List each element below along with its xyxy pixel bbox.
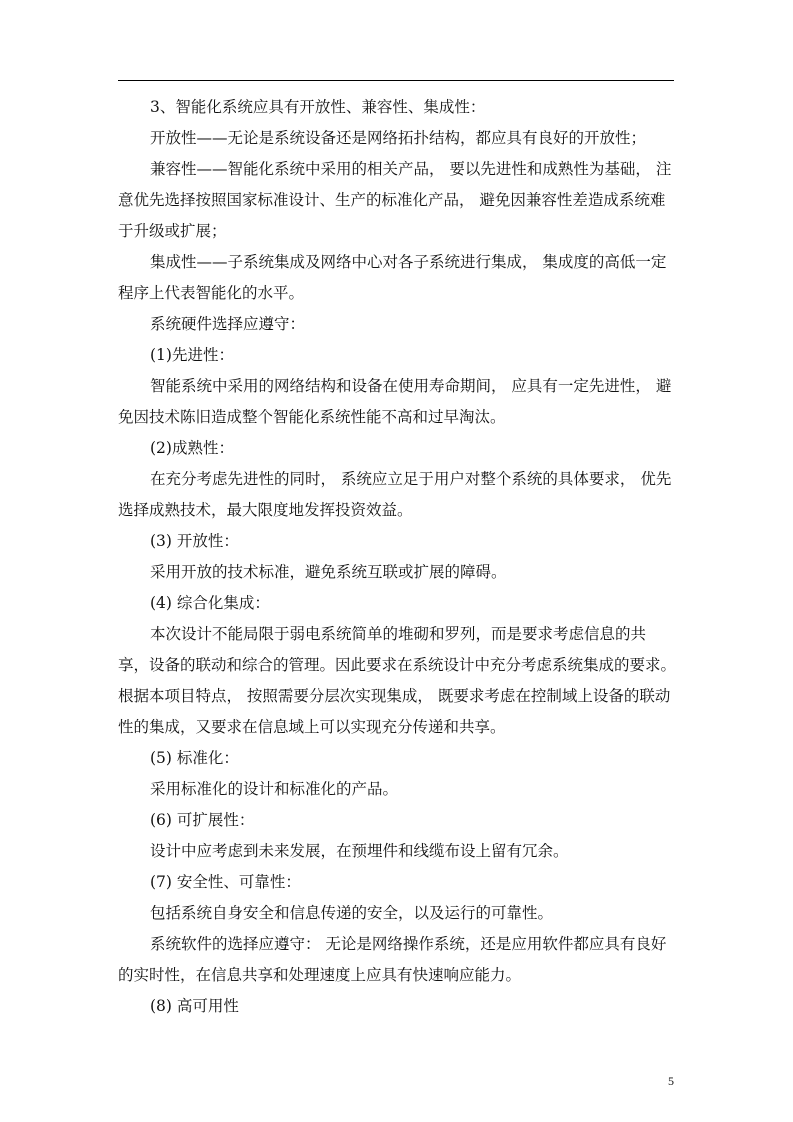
paragraph-line: 于升级或扩展；: [118, 222, 227, 240]
list-item-heading: (7) 安全性、可靠性：: [150, 873, 301, 891]
paragraph-line: 设计中应考虑到未来发展，在预埋件和线缆布设上留有冗余。: [150, 842, 569, 860]
paragraph-line: 选择成熟技术，最大限度地发挥投资效益。: [118, 501, 413, 519]
paragraph-line: 性的集成，又要求在信息域上可以实现充分传递和共享。: [118, 718, 506, 736]
paragraph-line: 兼容性——智能化系统中采用的相关产品， 要以先进性和成熟性为基础， 注: [150, 160, 672, 178]
list-item-heading: (3) 开放性：: [150, 532, 239, 550]
paragraph-line: 根据本项目特点， 按照需要分层次实现集成， 既要求考虑在控制域上设备的联动: [118, 687, 671, 705]
paragraph-line: 智能系统中采用的网络结构和设备在使用寿命期间， 应具有一定先进性， 避: [150, 377, 672, 395]
paragraph-line: 免因技术陈旧造成整个智能化系统性能不高和过早淘汰。: [118, 408, 506, 426]
list-item-heading: (2)成熟性：: [150, 439, 234, 457]
list-item-heading: (4) 综合化集成：: [150, 594, 270, 612]
paragraph-line: 包括系统自身安全和信息传递的安全，以及运行的可靠性。: [150, 904, 554, 922]
paragraph-line: 采用标准化的设计和标准化的产品。: [150, 780, 399, 798]
paragraph-line: 程序上代表智能化的水平。: [118, 284, 305, 302]
section-heading: 3、智能化系统应具有开放性、兼容性、集成性：: [150, 98, 486, 116]
list-item-heading: (6) 可扩展性：: [150, 811, 255, 829]
list-item-heading: (5) 标准化：: [150, 749, 239, 767]
paragraph-line: 意优先选择按照国家标准设计、生产的标准化产品， 避免因兼容性差造成系统难: [118, 191, 666, 209]
paragraph-line: 集成性——子系统集成及网络中心对各子系统进行集成， 集成度的高低一定: [150, 253, 667, 271]
list-item-heading: (8) 高可用性: [150, 997, 239, 1015]
paragraph-line: 享，设备的联动和综合的管理。因此要求在系统设计中充分考虑系统集成的要求。: [118, 656, 677, 674]
subsection-heading: 系统硬件选择应遵守：: [150, 315, 306, 333]
document-body: [118, 92, 677, 1022]
paragraph-line: 开放性——无论是系统设备还是网络拓扑结构，都应具有良好的开放性；: [150, 129, 647, 147]
paragraph-line: 采用开放的技术标准，避免系统互联或扩展的障碍。: [150, 563, 507, 581]
paragraph-line: 在充分考虑先进性的同时， 系统应立足于用户对整个系统的具体要求， 优先: [150, 470, 672, 488]
header-rule: [118, 80, 674, 81]
paragraph-line: 系统软件的选择应遵守： 无论是网络操作系统，还是应用软件都应具有良好: [150, 935, 667, 953]
list-item-heading: (1)先进性：: [150, 346, 234, 364]
page-number: 5: [668, 1074, 674, 1088]
paragraph-line: 的实时性，在信息共享和处理速度上应具有快速响应能力。: [118, 966, 522, 984]
paragraph-line: 本次设计不能局限于弱电系统简单的堆砌和罗列，而是要求考虑信息的共: [150, 625, 647, 643]
